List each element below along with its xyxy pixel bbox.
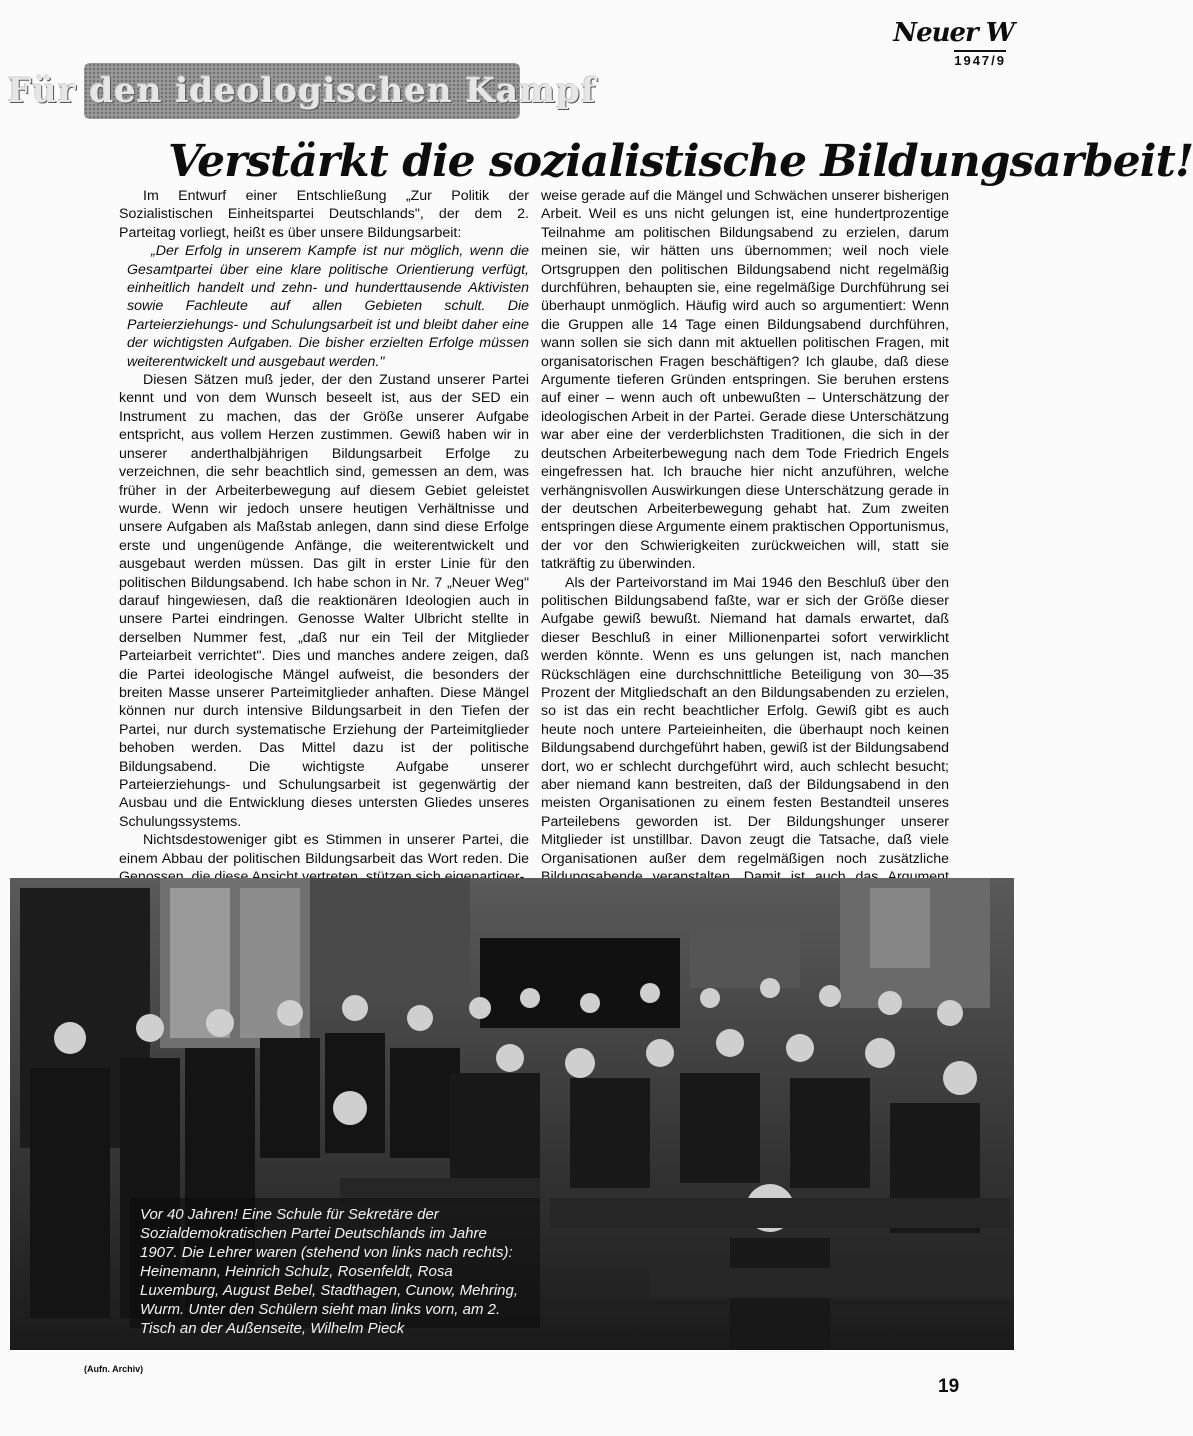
- paragraph: Im Entwurf einer Entschließung „Zur Politik der Sozialistischen Einheitspartei Deutschlands", der dem 2. Parteitag vorliegt, heißt es über unsere Bildungsarbeit:: [119, 188, 529, 241]
- article-column-left: [119, 187, 529, 886]
- paragraph: Diesen Sätzen muß jeder, der den Zustand unserer Partei kennt und von dem Wunsch beseelt ist, aus der SED ein Instrument zu machen, das der Größe unserer Aufgabe entspricht, aus vollem Herzen zustimmen. Gewiß haben wir in unserer anderthalbjährigen Bildungsarbeit Erfolge zu verzeichnen, die sehr beachtlich sind, gemessen an dem, was früher in der Arbeiterbewegung auf diesem Gebiet geleistet wurde. Wenn wir jedoch unsere heutigen Verhältnisse und unsere Aufgaben als Maßstab anlegen, dann sind diese Erfolge erste und ungenügende Anfänge, die weiterentwickelt und ausgebaut werden müssen. Das gilt in erster Linie für den politischen Bildungsabend. Ich habe schon in Nr. 7 „Neuer Weg" darauf hingewiesen, daß die reaktionären Ideologien auch in unsere Partei eindringen. Genosse Walter Ulbricht stellte in derselben Nummer fest, „daß nur ein Teil der Mitglieder Parteiarbeit verrichtet". Dies und manches andere zeigen, daß die Partei ideologische Mängel aufweist, die besonders der breiten Masse unserer Parteimitglieder anhaften. Diese Mängel können nur durch intensive Bildungsarbeit in den Tiefen der Partei, nur durch systematische Erziehung der Parteimitglieder behoben werden. Das Mittel dazu ist der politische Bildungsabend. Die wichtigste Aufgabe unserer Parteierziehungs- und Schulungsarbeit ist gegenwärtig der Ausbau und die Entwicklung dieses untersten Gliedes unseres Schulungssystems.: [119, 372, 529, 830]
- photo-caption: Vor 40 Jahren! Eine Schule für Sekretäre der Sozialdemokratischen Partei Deutschlands im Jahre 1907. Die Lehrer waren (stehend von links nach rechts): Heinemann, Heinrich Schulz, Rosenfeldt, Rosa Luxemburg, August Bebel, Stadthagen, Cunow, Mehring, Wurm. Unter den Schülern sieht man links vorn, am 2. Tisch an der Außenseite, Wilhelm Pieck: [140, 1206, 519, 1337]
- paragraph: Als der Parteivorstand im Mai 1946 den Beschluß über den politischen Bildungsabend faßte, war er sich der Größe dieser Aufgabe gewiß bewußt. Niemand hat damals erwartet, daß dieser Beschluß in einer Millionenpartei sofort verwirklicht werden könnte. Wenn es uns gelungen ist, nach manchen Rückschlägen eine durchschnittliche Beteiligung von 30—35 Prozent der Mitgliedschaft an den Bildungsabenden zu erzielen, so ist das ein recht beachtlicher Erfolg. Gewiß gibt es auch heute noch untere Parteieinheiten, die überhaupt noch keinen Bildungsabend durchgeführt haben, gewiß ist der Bildungsabend dort, wo er schlecht durchgeführt wird, auch schlecht besucht; aber niemand kann bestreiten, daß der Bildungsabend in den meisten Organisationen zu einem festen Bestandteil unseres Parteilebens geworden ist. Der Bildungshunger unserer Mitglieder ist unstillbar. Davon zeugt die Tatsache, daß viele Organisationen außer dem regelmäßigen noch zusätzliche: [541, 574, 949, 867]
- article-column-right: [541, 187, 949, 905]
- issue-number: 1947/9: [954, 50, 1006, 68]
- paragraph: weise gerade auf die Mängel und Schwächen unserer bisherigen Arbeit. Weil es uns nicht gelungen ist, eine hundertprozentige Teilnahme am politischen Bildungsabend zu erzielen, darum meinen sie, wir hätten uns übernommen; weil noch viele Ortsgruppen den politischen Bildungsabend nicht regelmäßig durchführen, behaupten sie, eine regelmäßige Durchführung sei überhaupt unmöglich. Häufig wird auch so argumentiert: Wenn die Gruppen alle 14 Tage einen Bildungsabend durchführen, wann sollen sie sich dann mit aktuellen politischen Fragen, mit organisatorischen Fragen beschäftigen? Ich glaube, daß diese Argumente tieferen Gründen entspringen. Sie beruhen erstens auf einer – wenn auch oft unbewußten – Unterschätzung der ideologischen Arbeit in der Partei. Gerade diese Unterschätzung war aber eine der verderblichsten Traditionen, die sich in der deutschen Arbeiterbewegung nach dem Tode Friedrich Engels eingefressen hat. Ich brauche hier nicht anzuführen, welche verhängnisvollen Auswirkungen diese Unterschätzung gerade in der deutschen Arbeiterbewegung gehabt hat. Zum zweiten entspringen diese Argumente einem praktischen Opportunismus, der vor den Schwierigkeiten zurückweichen will, statt sie tatkräftig zu überwinden.: [541, 188, 949, 573]
- kicker-text: Für den ideologischen Kampf: [7, 71, 597, 111]
- archive-photo: [10, 878, 1014, 1350]
- photo-credit: (Aufn. Archiv): [84, 1364, 144, 1374]
- paragraph: Nichtsdestoweniger gibt es Stimmen in unserer Partei, die einem Abbau der politischen Bildungsarbeit das Wort reden. Die: [119, 832, 529, 867]
- page-number: 19: [938, 1376, 960, 1397]
- masthead-title: Neuer W: [893, 18, 1014, 48]
- section-kicker: [7, 63, 597, 119]
- quote-paragraph: „Der Erfolg in unserem Kampfe ist nur möglich, wenn die Gesamtpartei über eine klare politische Orientierung verfügt, einheitlich handelt und zehn- und hunderttausende Aktivisten sowie Fachleute auf allen Gebieten schult. Die Parteierziehungs- und Schulungsarbeit ist und bleibt daher eine der wichtigsten Aufgaben. Die bisher erzielten Erfolge müssen weiterentwickelt und ausgebaut werden.": [127, 243, 529, 370]
- headline: Verstärkt die sozialistische Bildungsarbeit!: [168, 136, 1193, 187]
